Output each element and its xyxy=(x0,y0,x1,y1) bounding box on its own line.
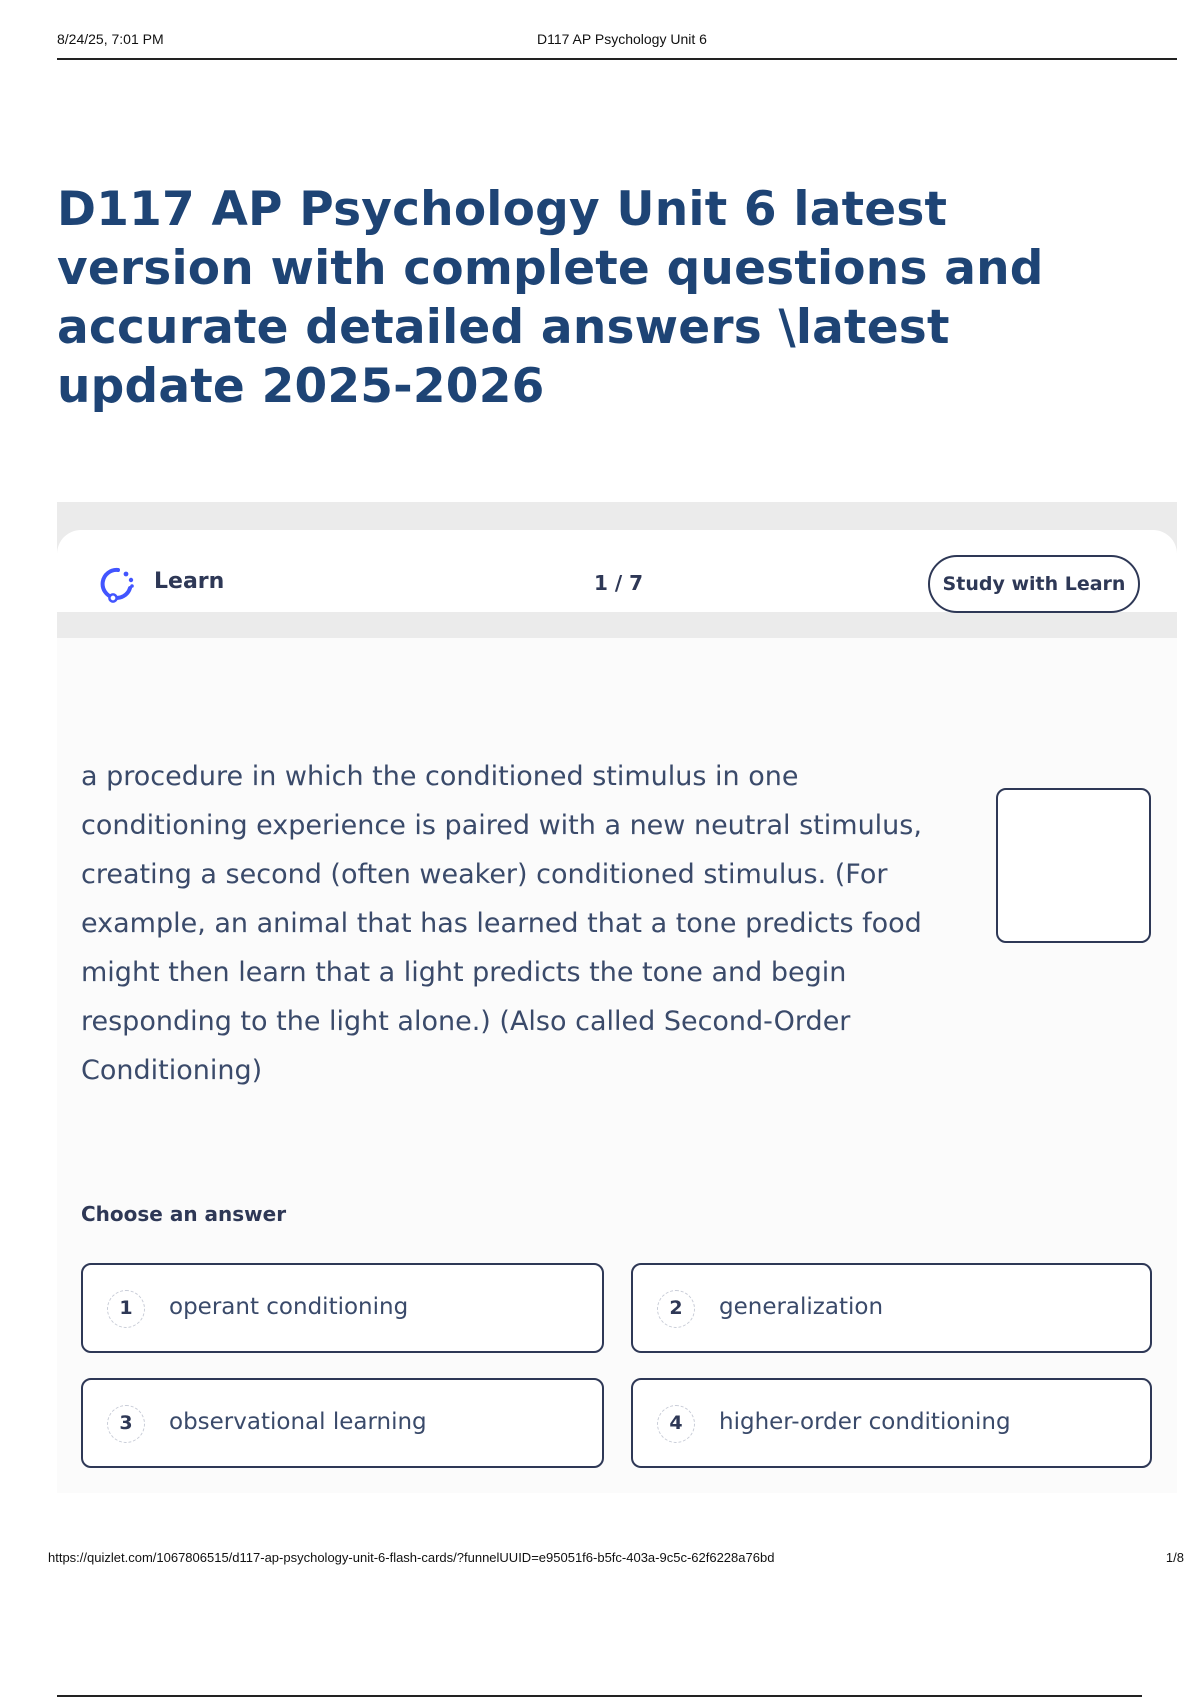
bottom-divider xyxy=(57,1695,1142,1697)
print-datetime: 8/24/25, 7:01 PM xyxy=(57,31,164,47)
option-text: generalization xyxy=(719,1294,884,1320)
answer-option-2[interactable] xyxy=(631,1263,1152,1353)
study-with-learn-button[interactable]: Study with Learn xyxy=(928,555,1140,613)
definition-text: a procedure in which the conditioned stimulus in one conditioning experience is paired with a new neutral stimulus, creating a second (often weaker) conditioned stimulus. (For example, an animal that has learned that a tone predicts food might then learn that a light predicts the tone and begin responding to the light alone.) (Also called Second-Order Conditioning) xyxy=(81,761,922,1086)
page-title: D117 AP Psychology Unit 6 latest version with complete questions and accurate detailed answers \latest update 2025-2026 xyxy=(57,182,1044,414)
option-text: higher-order conditioning xyxy=(719,1409,1011,1435)
option-text: operant conditioning xyxy=(169,1294,409,1320)
option-text: observational learning xyxy=(169,1409,427,1435)
print-header xyxy=(57,30,1177,60)
option-number-badge: 3 xyxy=(107,1405,145,1443)
print-url: https://quizlet.com/1067806515/d117-ap-psychology-unit-6-flash-cards/?funnelUUID=e95051f6-b5fc-403a-9c5c-62f6228a76bd xyxy=(48,1550,775,1565)
print-page-number: 1/8 xyxy=(1165,1550,1184,1565)
answer-option-4[interactable] xyxy=(631,1378,1152,1468)
print-doc-title: D117 AP Psychology Unit 6 xyxy=(537,31,707,47)
option-number-badge: 1 xyxy=(107,1290,145,1328)
image-placeholder xyxy=(996,788,1151,943)
answer-option-1[interactable] xyxy=(81,1263,604,1353)
learn-label: Learn xyxy=(154,569,225,594)
learn-progress-icon xyxy=(96,564,136,604)
choose-answer-label: Choose an answer xyxy=(81,1202,287,1226)
option-number-badge: 2 xyxy=(657,1290,695,1328)
progress-counter: 1 / 7 xyxy=(594,571,644,595)
answer-option-3[interactable] xyxy=(81,1378,604,1468)
option-number-badge: 4 xyxy=(657,1405,695,1443)
